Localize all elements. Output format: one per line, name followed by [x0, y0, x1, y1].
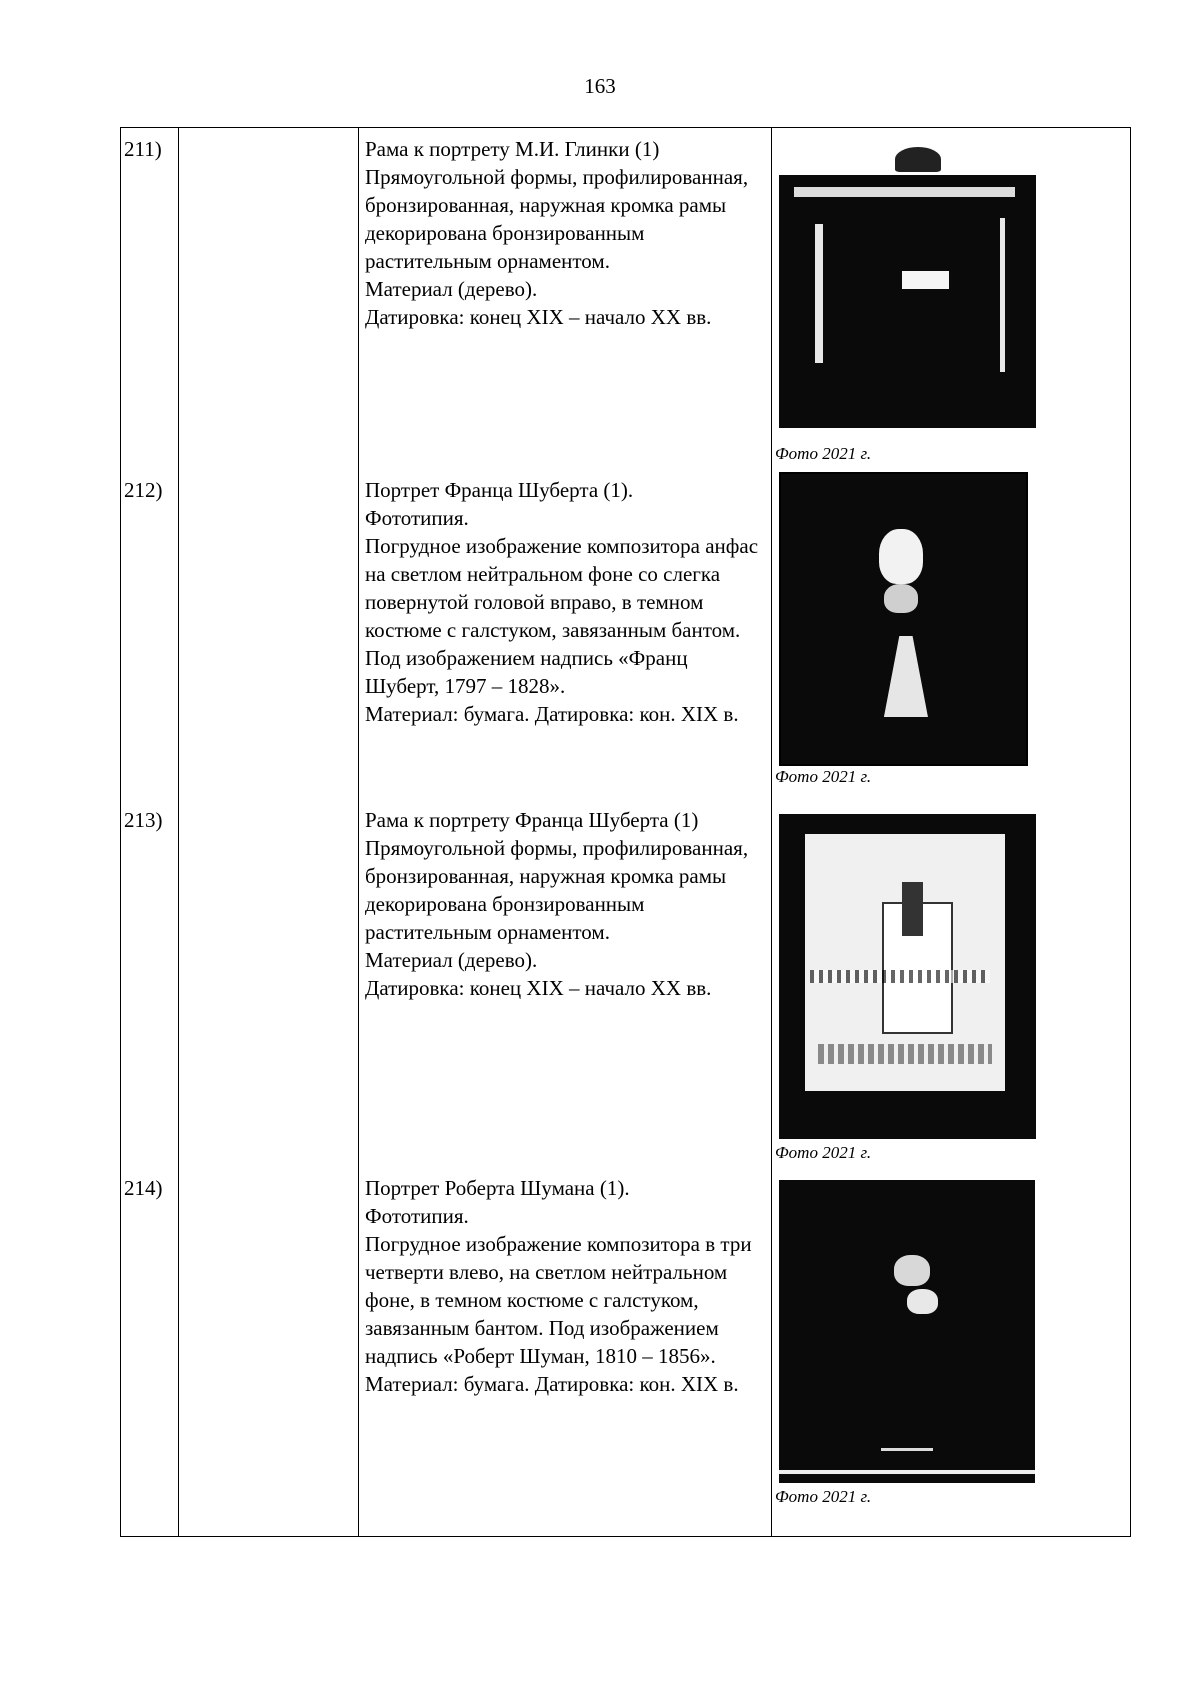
item-dating: Датировка: конец XIX – начало XX вв. [365, 975, 712, 1000]
item-number: 211) [124, 137, 162, 161]
photo-caption: Фото 2021 г. [775, 1486, 872, 1506]
table-row [121, 799, 1131, 1167]
photo-caption: Фото 2021 г. [775, 766, 872, 786]
empty-cell [179, 469, 359, 799]
photo-caption: Фото 2021 г. [775, 444, 872, 463]
item-description [359, 799, 771, 1002]
item-title: Рама к портрету М.И. Глинки (1) [365, 137, 660, 161]
item-number: 213) [124, 807, 163, 832]
item-text: Прямоугольной формы, профилированная, бронзированная, наружная кромка рамы декорирована бронзированным растительным орнаментом. [365, 835, 749, 944]
table-row [121, 1167, 1131, 1537]
item-description [359, 128, 771, 331]
portrait-photo-icon [779, 1171, 1035, 1483]
item-number: 212) [124, 477, 163, 502]
item-technique: Фототипия. [365, 1203, 469, 1228]
item-description [359, 469, 771, 728]
empty-cell [179, 128, 359, 469]
item-material: Материал: бумага. Датировка: кон. XIX в. [365, 701, 739, 726]
photo-caption: Фото 2021 г. [775, 1142, 872, 1162]
item-material: Материал (дерево). [365, 277, 538, 301]
inventory-table [120, 127, 1131, 1537]
item-description [359, 1167, 771, 1398]
empty-cell [179, 1167, 359, 1537]
item-text: Погрудное изображение композитора в три четверти влево, на светлом нейтральном фоне, в темном костюме с галстуком, завязанным бантом. Под изображением надпись «Роберт Шуман, 1810 – 1856». [365, 1231, 752, 1368]
item-title: Портрет Франца Шуберта (1). [365, 477, 634, 502]
item-text: Прямоугольной формы, профилированная, бронзированная, наружная кромка рамы декорирована бронзированным растительным орнаментом. [365, 165, 749, 273]
item-material: Материал (дерево). [365, 947, 538, 972]
item-title: Рама к портрету Франца Шуберта (1) [365, 807, 699, 832]
frame-photo-icon [779, 132, 1036, 440]
item-dating: Датировка: конец XIX – начало XX вв. [365, 305, 712, 329]
item-material: Материал: бумага. Датировка: кон. XIX в. [365, 1371, 739, 1396]
frame-photo-icon [779, 801, 1036, 1139]
portrait-photo-icon [779, 472, 1028, 766]
page-number: 163 [584, 74, 616, 98]
table-row [121, 128, 1131, 469]
item-text: Погрудное изображение композитора анфас на светлом нейтральном фоне со слегка повернутой головой вправо, в темном костюме с галстуком, завязанным бантом. Под изображением надпись «Франц Шуберт, 1797 – 1828». [365, 533, 759, 698]
item-title: Портрет Роберта Шумана (1). [365, 1175, 630, 1200]
item-technique: Фототипия. [365, 505, 469, 530]
item-number: 214) [124, 1175, 163, 1200]
empty-cell [179, 799, 359, 1167]
table-row [121, 469, 1131, 799]
